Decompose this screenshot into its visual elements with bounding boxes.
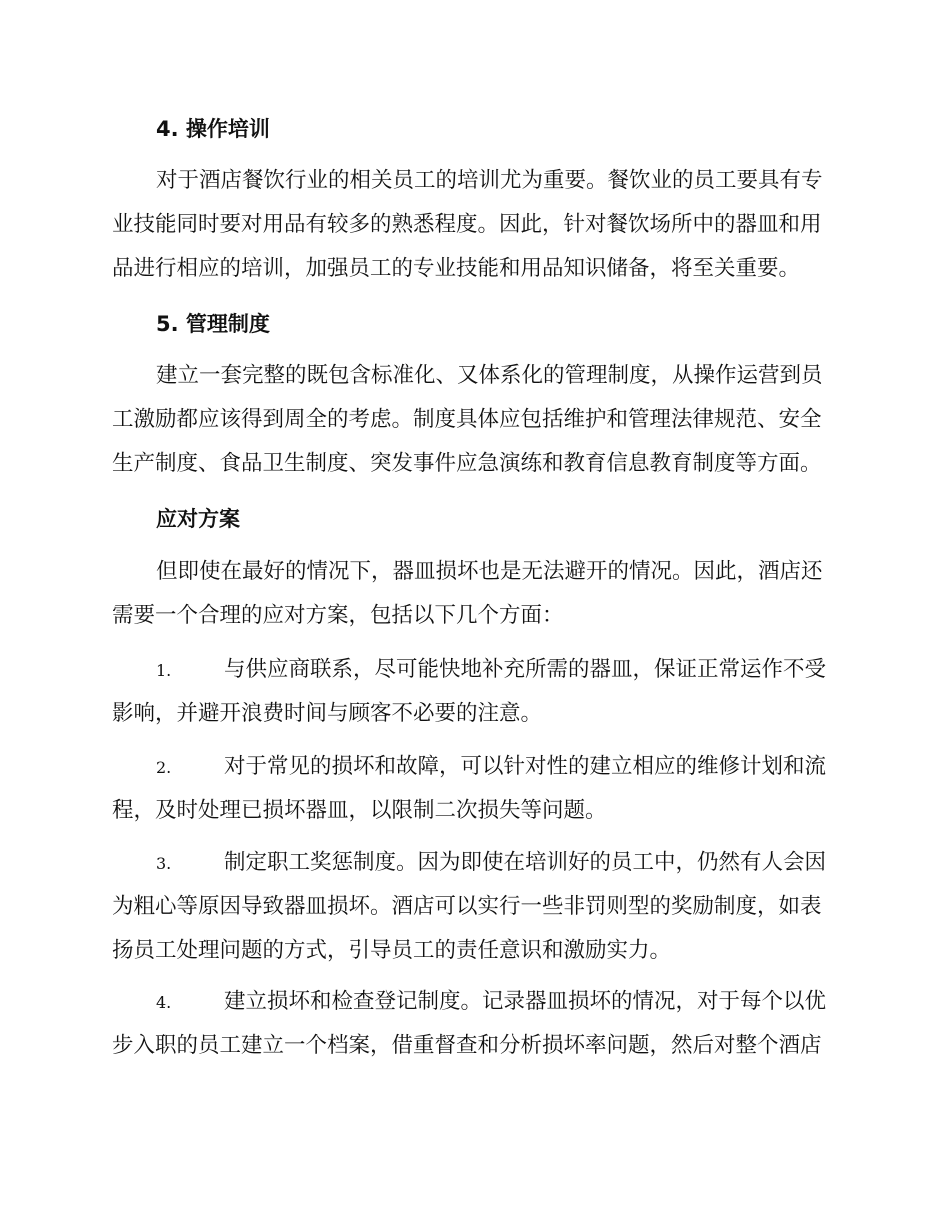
section-heading-operation-training: 4. 操作培训 (156, 117, 270, 141)
list-item-number: 2. (156, 758, 172, 777)
list-item-continuation: 影响，并避开浪费时间与顾客不必要的注意。 (112, 701, 543, 726)
paragraph-line: 生产制度、食品卫生制度、突发事件应急演练和教育信息教育制度等方面。 (112, 451, 822, 476)
list-item-number: 3. (156, 854, 172, 873)
list-item-text: 制定职工奖惩制度。因为即使在培训好的员工中，仍然有人会因 (224, 850, 827, 875)
paragraph-line: 需要一个合理的应对方案，包括以下几个方面： (112, 603, 564, 628)
list-item (112, 841, 834, 973)
paragraph-line: 建立一套完整的既包含标准化、又体系化的管理制度，从操作运营到员 (156, 363, 823, 388)
paragraph-line: 但即使在最好的情况下，器皿损坏也是无法避开的情况。因此，酒店还 (156, 559, 823, 584)
list-item-text: 与供应商联系，尽可能快地补充所需的器皿，保证正常运作不受 (224, 657, 827, 682)
list-item-text: 对于常见的损坏和故障，可以针对性的建立相应的维修计划和流 (224, 754, 827, 779)
list-item (112, 980, 834, 1068)
list-item-text: 建立损坏和检查登记制度。记录器皿损坏的情况，对于每个以优 (224, 989, 827, 1014)
list-item-first-line (112, 745, 834, 789)
list-item-first-line (112, 648, 834, 692)
paragraph-line: 业技能同时要对用品有较多的熟悉程度。因此，针对餐饮场所中的器皿和用 (112, 212, 822, 237)
list-item-number: 4. (156, 993, 172, 1012)
section-heading-management-system: 5. 管理制度 (156, 312, 270, 336)
list-item-first-line (112, 841, 834, 885)
list-item-continuation: 程，及时处理已损坏器皿，以限制二次损失等问题。 (112, 798, 607, 823)
paragraph-line: 对于酒店餐饮行业的相关员工的培训尤为重要。餐饮业的员工要具有专 (156, 168, 823, 193)
list-item-number: 1. (156, 661, 172, 680)
list-item-first-line (112, 980, 834, 1024)
list-item (112, 745, 834, 833)
section-paragraph-operation-training (112, 159, 834, 291)
paragraph-line: 品进行相应的培训，加强员工的专业技能和用品知识储备，将至关重要。 (112, 256, 801, 281)
section-paragraph-response-plan (112, 550, 834, 638)
list-item-continuation: 扬员工处理问题的方式，引导员工的责任意识和激励实力。 (112, 938, 672, 963)
section-paragraph-management-system (112, 354, 834, 486)
section-heading-response-plan: 应对方案 (156, 507, 240, 531)
list-item-continuation: 步入职的员工建立一个档案，借重督查和分析损坏率问题，然后对整个酒店 (112, 1033, 822, 1058)
paragraph-line: 工激励都应该得到周全的考虑。制度具体应包括维护和管理法律规范、安全 (112, 407, 822, 432)
list-item (112, 648, 834, 736)
list-item-continuation: 为粗心等原因导致器皿损坏。酒店可以实行一些非罚则型的奖励制度，如表 (112, 894, 822, 919)
